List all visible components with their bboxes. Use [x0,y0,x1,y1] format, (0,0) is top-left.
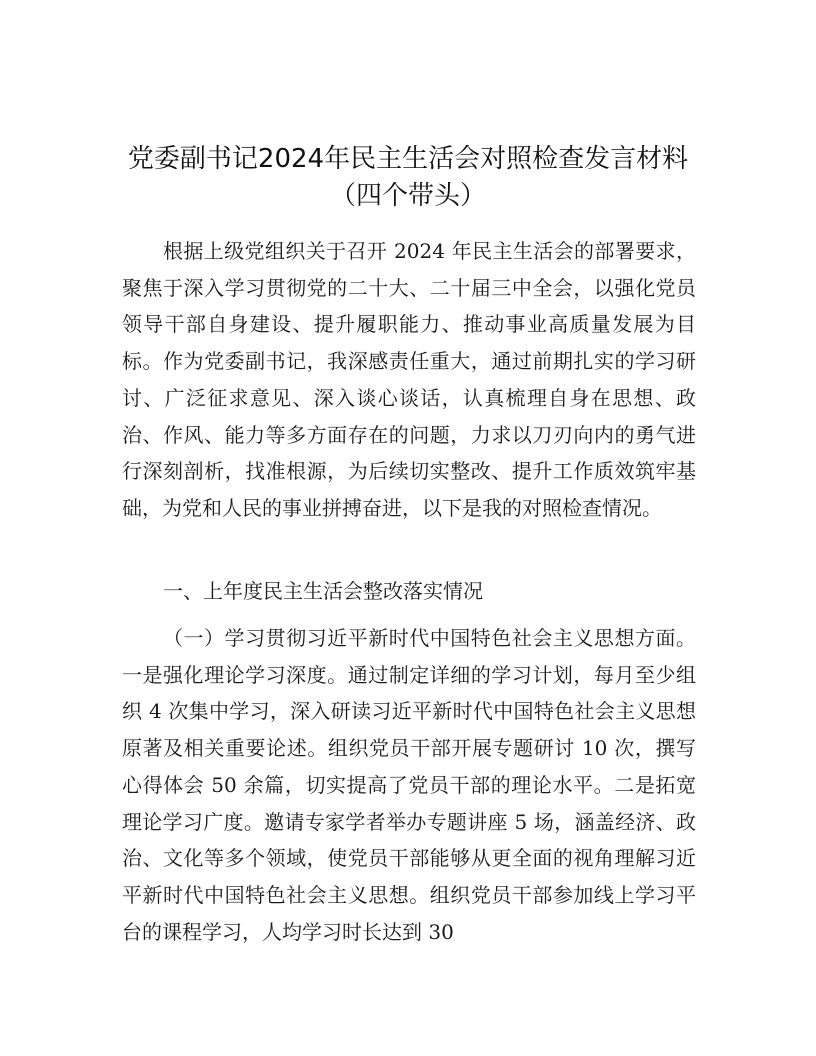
section-heading: 一、上年度民主生活会整改落实情况 [163,579,483,603]
subsection-paragraph: （一）学习贯彻习近平新时代中国特色社会主义思想方面。一是强化理论学习深度。通过制定详细的学习计划，每月至少组织 4 次集中学习，深入研读习近平新时代中国特色社会主义思想原著及相关重要论述。组织党员干部开展专题研讨 10 次，撰写心得体会 50 余篇，切实提高了党员干部的理论水平。二是拓宽理论学习广度。邀请专家学者举办专题讲座 5 场，涵盖经济、政治、文化等多个领域，使党员干部能够从更全面的视角理解习近平新时代中国特色社会主义思想。组织党员干部参加线上学习平台的课程学习，人均学习时长达到 30 [122,626,696,944]
intro-paragraph: 根据上级党组织关于召开 2024 年民主生活会的部署要求，聚焦于深入学习贯彻党的二十大、二十届三中全会，以强化党员领导干部自身建设、提升履职能力、推动事业高质量发展为目标。作为党委副书记，我深感责任重大，通过前期扎实的学习研讨、广泛征求意见、深入谈心谈话，认真梳理自身在思想、政治、作风、能力等多方面存在的问题，力求以刀刃向内的勇气进行深刻剖析，找准根源，为后续切实整改、提升工作质效筑牢基础，为党和人民的事业拼搏奋进，以下是我的对照检查情况。 [122,239,696,520]
document-title: 党委副书记2024年民主生活会对照检查发言材料（四个带头） [127,144,689,211]
